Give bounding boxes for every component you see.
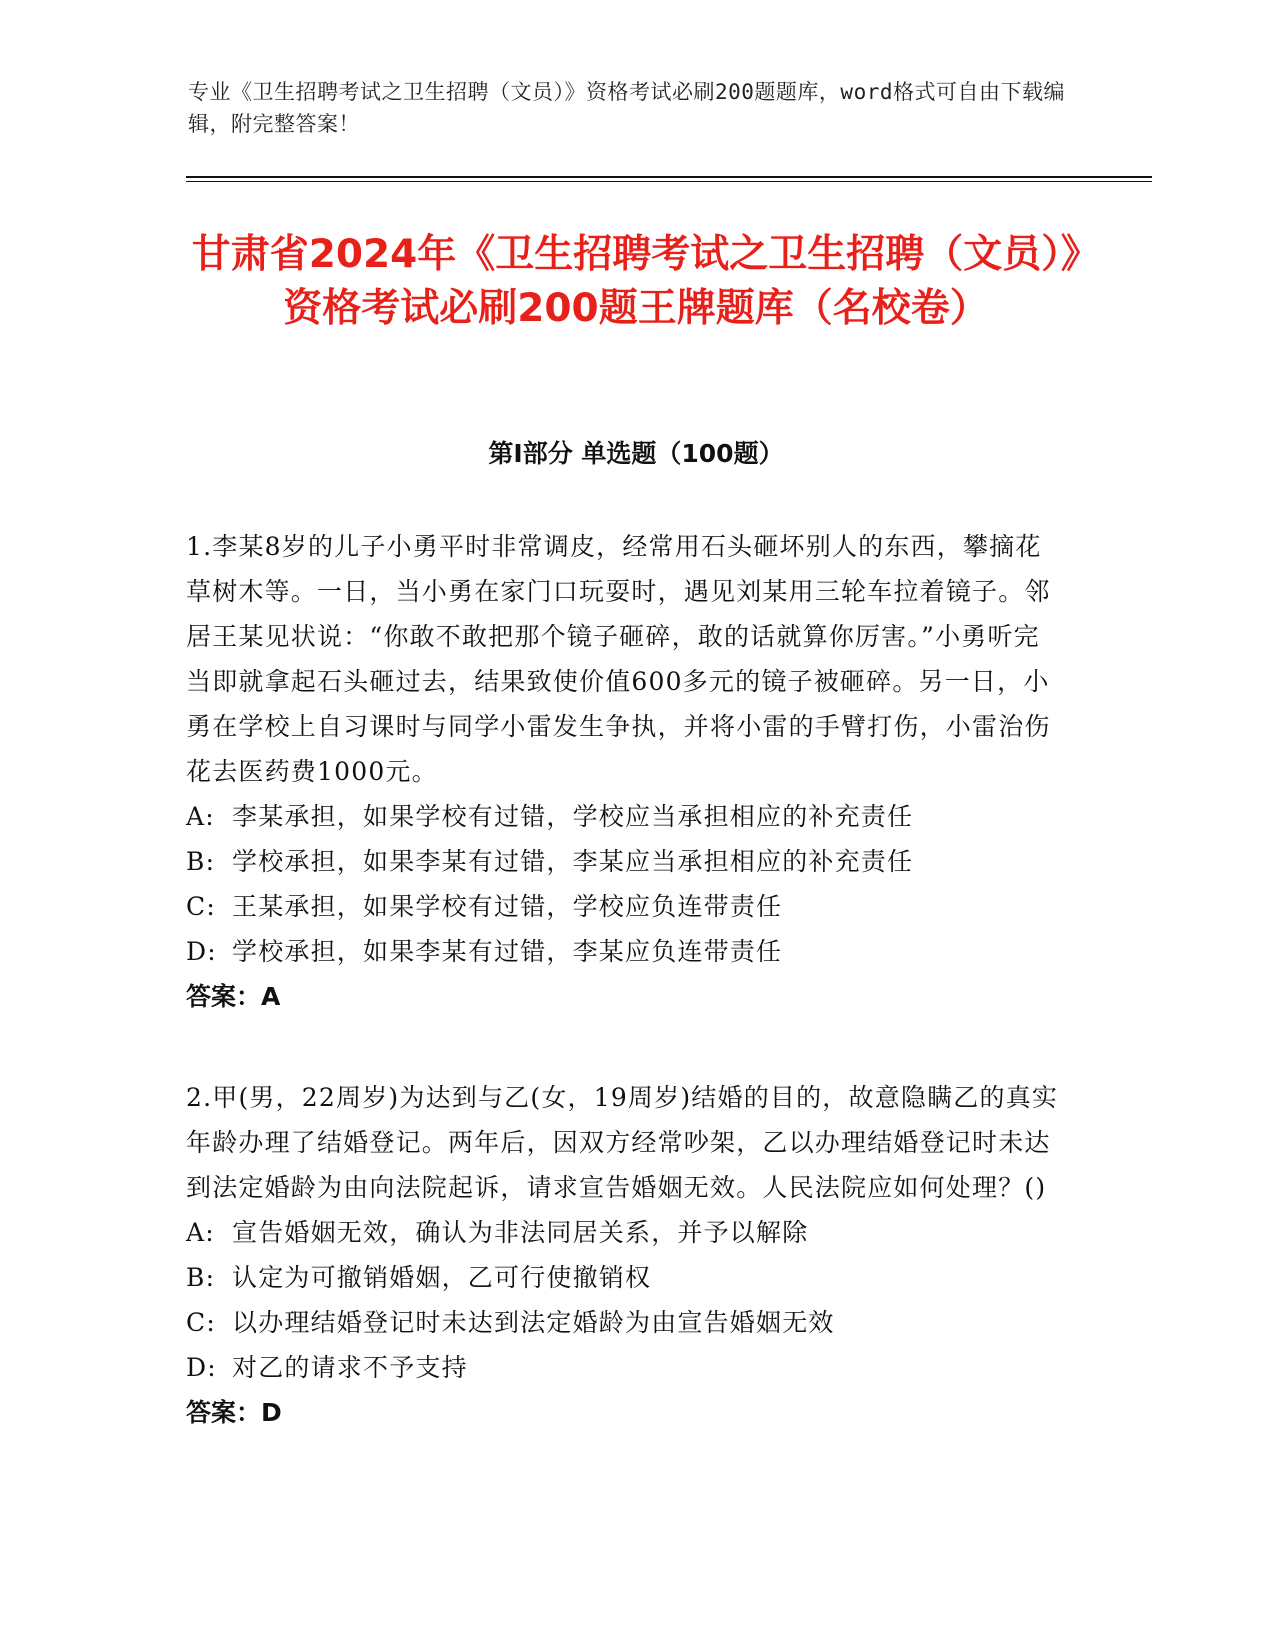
- option-text: 对乙的请求不予支持: [232, 1353, 468, 1382]
- option-key: C:: [186, 1308, 216, 1337]
- option-text: 以办理结婚登记时未达到法定婚龄为由宣告婚姻无效: [232, 1308, 835, 1337]
- option-key: B:: [186, 1263, 216, 1292]
- header-divider-thin: [186, 181, 1152, 182]
- answer-label: 答案：D: [186, 1398, 282, 1427]
- option-a: [186, 794, 1066, 839]
- option-key: D:: [186, 937, 217, 966]
- option-c: [186, 1300, 1066, 1345]
- option-d: [186, 1345, 1066, 1390]
- header-divider-thick: [186, 176, 1152, 178]
- option-d: [186, 929, 1066, 974]
- option-key: A:: [186, 802, 215, 831]
- option-key: C:: [186, 892, 216, 921]
- option-text: 王某承担，如果学校有过错，学校应负连带责任: [232, 892, 783, 921]
- question-stem: 1.李某8岁的儿子小勇平时非常调皮，经常用石头砸坏别人的东西，攀摘花草树木等。一日，当小勇在家门口玩耍时，遇见刘某用三轮车拉着镜子。邻居王某见状说：“你敢不敢把那个镜子砸碎，敢的话就算你厉害。”小勇听完当即就拿起石头砸过去，结果致使价值600多元的镜子被砸碎。另一日，小勇在学校上自习课时与同学小雷发生争执，并将小雷的手臂打伤，小雷治伤花去医药费1000元。: [186, 532, 1051, 786]
- option-text: 学校承担，如果李某有过错，李某应当承担相应的补充责任: [232, 847, 914, 876]
- option-text: 学校承担，如果李某有过错，李某应负连带责任: [232, 937, 783, 966]
- option-text: 宣告婚姻无效，确认为非法同居关系，并予以解除: [232, 1218, 809, 1247]
- option-a: [186, 1210, 1066, 1255]
- question-1: [186, 524, 1066, 1019]
- answer-label: 答案：A: [186, 982, 281, 1011]
- option-b: [186, 1255, 1066, 1300]
- option-text: 认定为可撤销婚姻，乙可行使撤销权: [232, 1263, 652, 1292]
- document-title: 甘肃省2024年《卫生招聘考试之卫生招聘（文员）》资格考试必刷200题王牌题库（名校卷）: [191, 232, 1081, 331]
- header-note: 专业《卫生招聘考试之卫生招聘（文员）》资格考试必刷200题题库，word格式可自由下载编辑，附完整答案！: [188, 80, 1065, 136]
- option-c: [186, 884, 1066, 929]
- question-stem: 2.甲(男，22周岁)为达到与乙(女，19周岁)结婚的目的，故意隐瞒乙的真实年龄办理了结婚登记。两年后，因双方经常吵架，乙以办理结婚登记时未达到法定婚龄为由向法院起诉，请求宣告婚姻无效。人民法院应如何处理？(): [186, 1083, 1059, 1202]
- question-2: [186, 1075, 1066, 1435]
- option-b: [186, 839, 1066, 884]
- option-key: D:: [186, 1353, 217, 1382]
- option-text: 李某承担，如果学校有过错，学校应当承担相应的补充责任: [232, 802, 914, 831]
- option-key: A:: [186, 1218, 215, 1247]
- option-key: B:: [186, 847, 216, 876]
- section-title: 第I部分 单选题（100题）: [488, 439, 784, 468]
